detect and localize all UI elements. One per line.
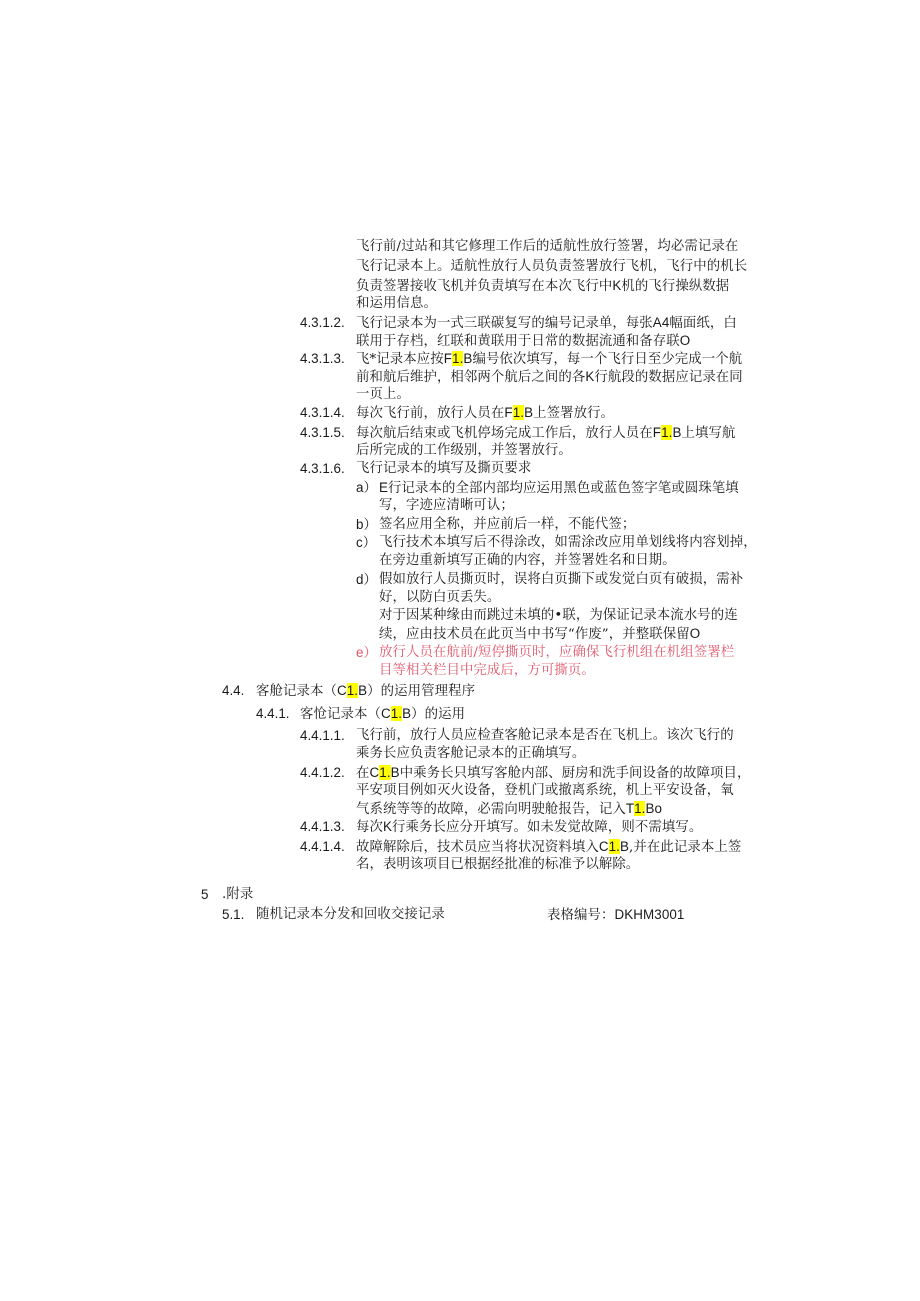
item-marker-e: e） <box>356 645 377 660</box>
s4312-line-2: 联用于存档，红联和黄联用于日常的数据流通和备存联O <box>356 333 691 349</box>
s4314-line-1: 每次飞行前，放行人员在F1.B上签署放行。 <box>356 405 615 421</box>
highlight-mark: 1. <box>661 425 673 440</box>
s4414-line-1: 故障解除后，技术员应当将状况资料填入C1.B,并在此记录本上签 <box>356 839 742 855</box>
section-number-4411: 4.4.1.1. <box>300 728 345 743</box>
section-number-4412: 4.4.1.2. <box>300 765 345 780</box>
section-number-4414: 4.4.1.4. <box>300 839 345 854</box>
appendix-item-title: 随机记录本分发和回收交接记录 <box>256 907 445 922</box>
s4316-title: 飞行记录本的填写及撕页要求 <box>356 461 532 476</box>
s4412-line-3: 气系统等等的故障，必需向明驶舱报告，记入T1.Bo <box>356 801 663 817</box>
item-d-line-4: 续，应由技术员在此页当中书写“作废”，并整联保留O <box>379 626 701 642</box>
intro-line-1: 飞行前/过站和其它修理工作后的适航性放行签署，均必需记录在 <box>356 239 739 254</box>
item-e-line-2: 目等相关栏目中完成后，方可撕页。 <box>379 663 595 678</box>
section-number-441: 4.4.1. <box>256 706 290 721</box>
s44-heading: 客舱记录本（C1.B）的运用管理程序 <box>256 683 476 699</box>
highlight-mark: 1. <box>452 351 464 366</box>
item-c-line-2: 在旁边重新填写正确的内容，并签署姓名和日期。 <box>379 553 676 568</box>
s4315-line-2: 后所完成的工作级别，并签署放行。 <box>356 443 572 458</box>
intro-line-3: 负责签署接收飞机并负责填写在本次飞行中K机的飞行操纵数据 <box>356 278 730 294</box>
section-number-4312: 4.3.1.2. <box>300 315 345 330</box>
intro-line-4: 和运用信息。 <box>356 296 437 311</box>
item-d-line-1: 假如放行人员撕页时，误将白页撕下或发觉白页有破损，需补 <box>379 572 744 587</box>
item-a-line-2: 写，字迹应清晰可认； <box>379 498 514 513</box>
appendix-heading: .附录 <box>222 887 254 902</box>
section-number-4313: 4.3.1.3. <box>300 351 345 366</box>
section-number-4314: 4.3.1.4. <box>300 405 345 420</box>
highlight-mark: 1. <box>512 405 525 420</box>
item-d-line-3: 对于因某种缘由而跳过未填的•联，为保证记录本流水号的连 <box>379 608 738 623</box>
section-number-44: 4.4. <box>222 683 245 698</box>
highlight-mark: 1. <box>634 801 646 816</box>
form-number: 表格编号：DKHM3001 <box>547 907 685 923</box>
s4313-line-1: 飞*记录本应按F1.B编号依次填写，每一个飞行日至少完成一个航 <box>356 351 743 367</box>
intro-line-2: 飞行记录本上。适航性放行人员负责签署放行飞机，飞行中的机长 <box>356 259 748 274</box>
s4414-line-2: 名，表明该项目已根据经批准的标准予以解除。 <box>356 857 640 872</box>
item-d-line-2: 好，以防白页丢失。 <box>379 590 501 605</box>
s4411-line-2: 乘务长应负责客舱记录本的正确填写。 <box>356 746 586 761</box>
section-number-51: 5.1. <box>222 907 245 922</box>
s4411-line-1: 飞行前，放行人员应检查客舱记录本是否在飞机上。该次飞行的 <box>356 728 734 743</box>
s4312-line-1: 飞行记录本为一式三联碳复写的编号记录单，每张A4幅面纸，白 <box>356 315 737 331</box>
s4413-line-1: 每次K行乘务长应分开填写。如未发觉故障，则不需填写。 <box>356 819 703 835</box>
highlight-mark: 1. <box>379 765 391 780</box>
s4412-line-1: 在C1.B中乘务长只填写客舱内部、厨房和洗手间设备的故障项目， <box>356 765 751 781</box>
s4313-line-3: 一页上。 <box>356 387 410 402</box>
s441-heading: 客怆记录本（C1.B）的运用 <box>300 706 466 722</box>
s4412-line-2: 平安项目例如灭火设备，登机门或撤离系统，机上平安设备，氧 <box>356 783 734 798</box>
section-number-5: 5 <box>201 887 209 902</box>
item-e-line-1: 放行人员在航前/短停撕页时，应确保飞行机组在机组签署栏 <box>379 645 735 660</box>
s4313-line-2: 前和航后维护，相邻两个航后之间的各K行航段的数据应记录在同 <box>356 369 743 385</box>
item-marker-c: c） <box>356 535 377 550</box>
item-marker-b: b） <box>356 517 377 532</box>
highlight-mark: 1. <box>346 683 359 698</box>
section-number-4413: 4.4.1.3. <box>300 819 345 834</box>
item-marker-a: a） <box>356 480 377 495</box>
section-number-4316: 4.3.1.6. <box>300 461 345 476</box>
s4315-line-1: 每次航后结束或飞机停场完成工作后，放行人员在F1.B上填写航 <box>356 425 736 441</box>
item-marker-d: d） <box>356 572 377 587</box>
highlight-mark: 1. <box>608 839 620 854</box>
item-b-line-1: 签名应用全称，并应前后一样，不能代签； <box>379 517 636 532</box>
section-number-4315: 4.3.1.5. <box>300 425 345 440</box>
item-a-line-1: E行记录本的全部内部均应运用黑色或蓝色签字笔或圆珠笔填 <box>379 480 739 496</box>
item-c-line-1: 飞行技术本填写后不得涂改，如需涂改应用单划线将内容划掉， <box>379 535 757 550</box>
highlight-mark: 1. <box>390 706 403 721</box>
